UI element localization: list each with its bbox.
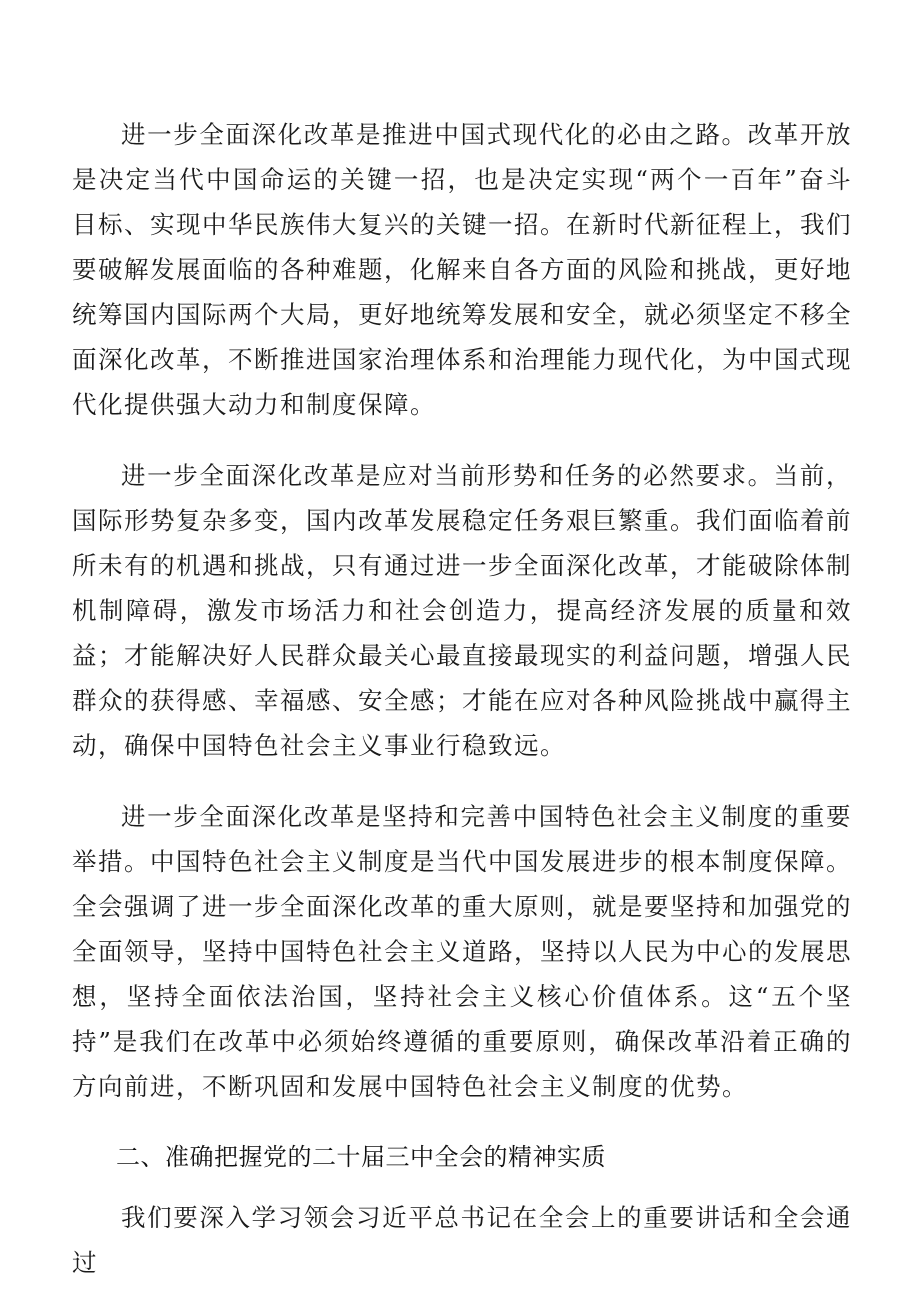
section-heading: 二、准确把握党的二十届三中全会的精神实质 [116,1143,606,1171]
document-body [72,112,852,1285]
paragraph-study: 我们要深入学习领会习近平总书记在全会上的重要讲话和全会通过 [72,1203,852,1277]
paragraph-current-situation: 进一步全面深化改革是应对当前形势和任务的必然要求。当前，国际形势复杂多变，国内改革发展稳定任务艰巨繁重。我们面临着前所未有的机遇和挑战，只有通过进一步全面深化改革，才能破除体制机制障碍，激发市场活力和社会创造力，提高经济发展的质量和效益；才能解决好人民群众最关心最直接最现实的利益问题，增强人民群众的获得感、幸福感、安全感；才能在应对各种风险挑战中赢得主动，确保中国特色社会主义事业行稳致远。 [72,461,852,760]
paragraph-socialist-system: 进一步全面深化改革是坚持和完善中国特色社会主义制度的重要举措。中国特色社会主义制度是当代中国发展进步的根本制度保障。全会强调了进一步全面深化改革的重大原则，就是要坚持和加强党的全面领导，坚持中国特色社会主义道路，坚持以人民为中心的发展思想，坚持全面依法治国，坚持社会主义核心价值体系。这“五个坚持”是我们在改革中必须始终遵循的重要原则，确保改革沿着正确的方向前进，不断巩固和发展中国特色社会主义制度的优势。 [72,802,852,1101]
paragraph-reform-path: 进一步全面深化改革是推进中国式现代化的必由之路。改革开放是决定当代中国命运的关键一招，也是决定实现“两个一百年”奋斗目标、实现中华民族伟大复兴的关键一招。在新时代新征程上，我们要破解发展面临的各种难题，化解来自各方面的风险和挑战，更好地统筹国内国际两个大局，更好地统筹发展和安全，就必须坚定不移全面深化改革，不断推进国家治理体系和治理能力现代化，为中国式现代化提供强大动力和制度保障。 [72,120,852,419]
